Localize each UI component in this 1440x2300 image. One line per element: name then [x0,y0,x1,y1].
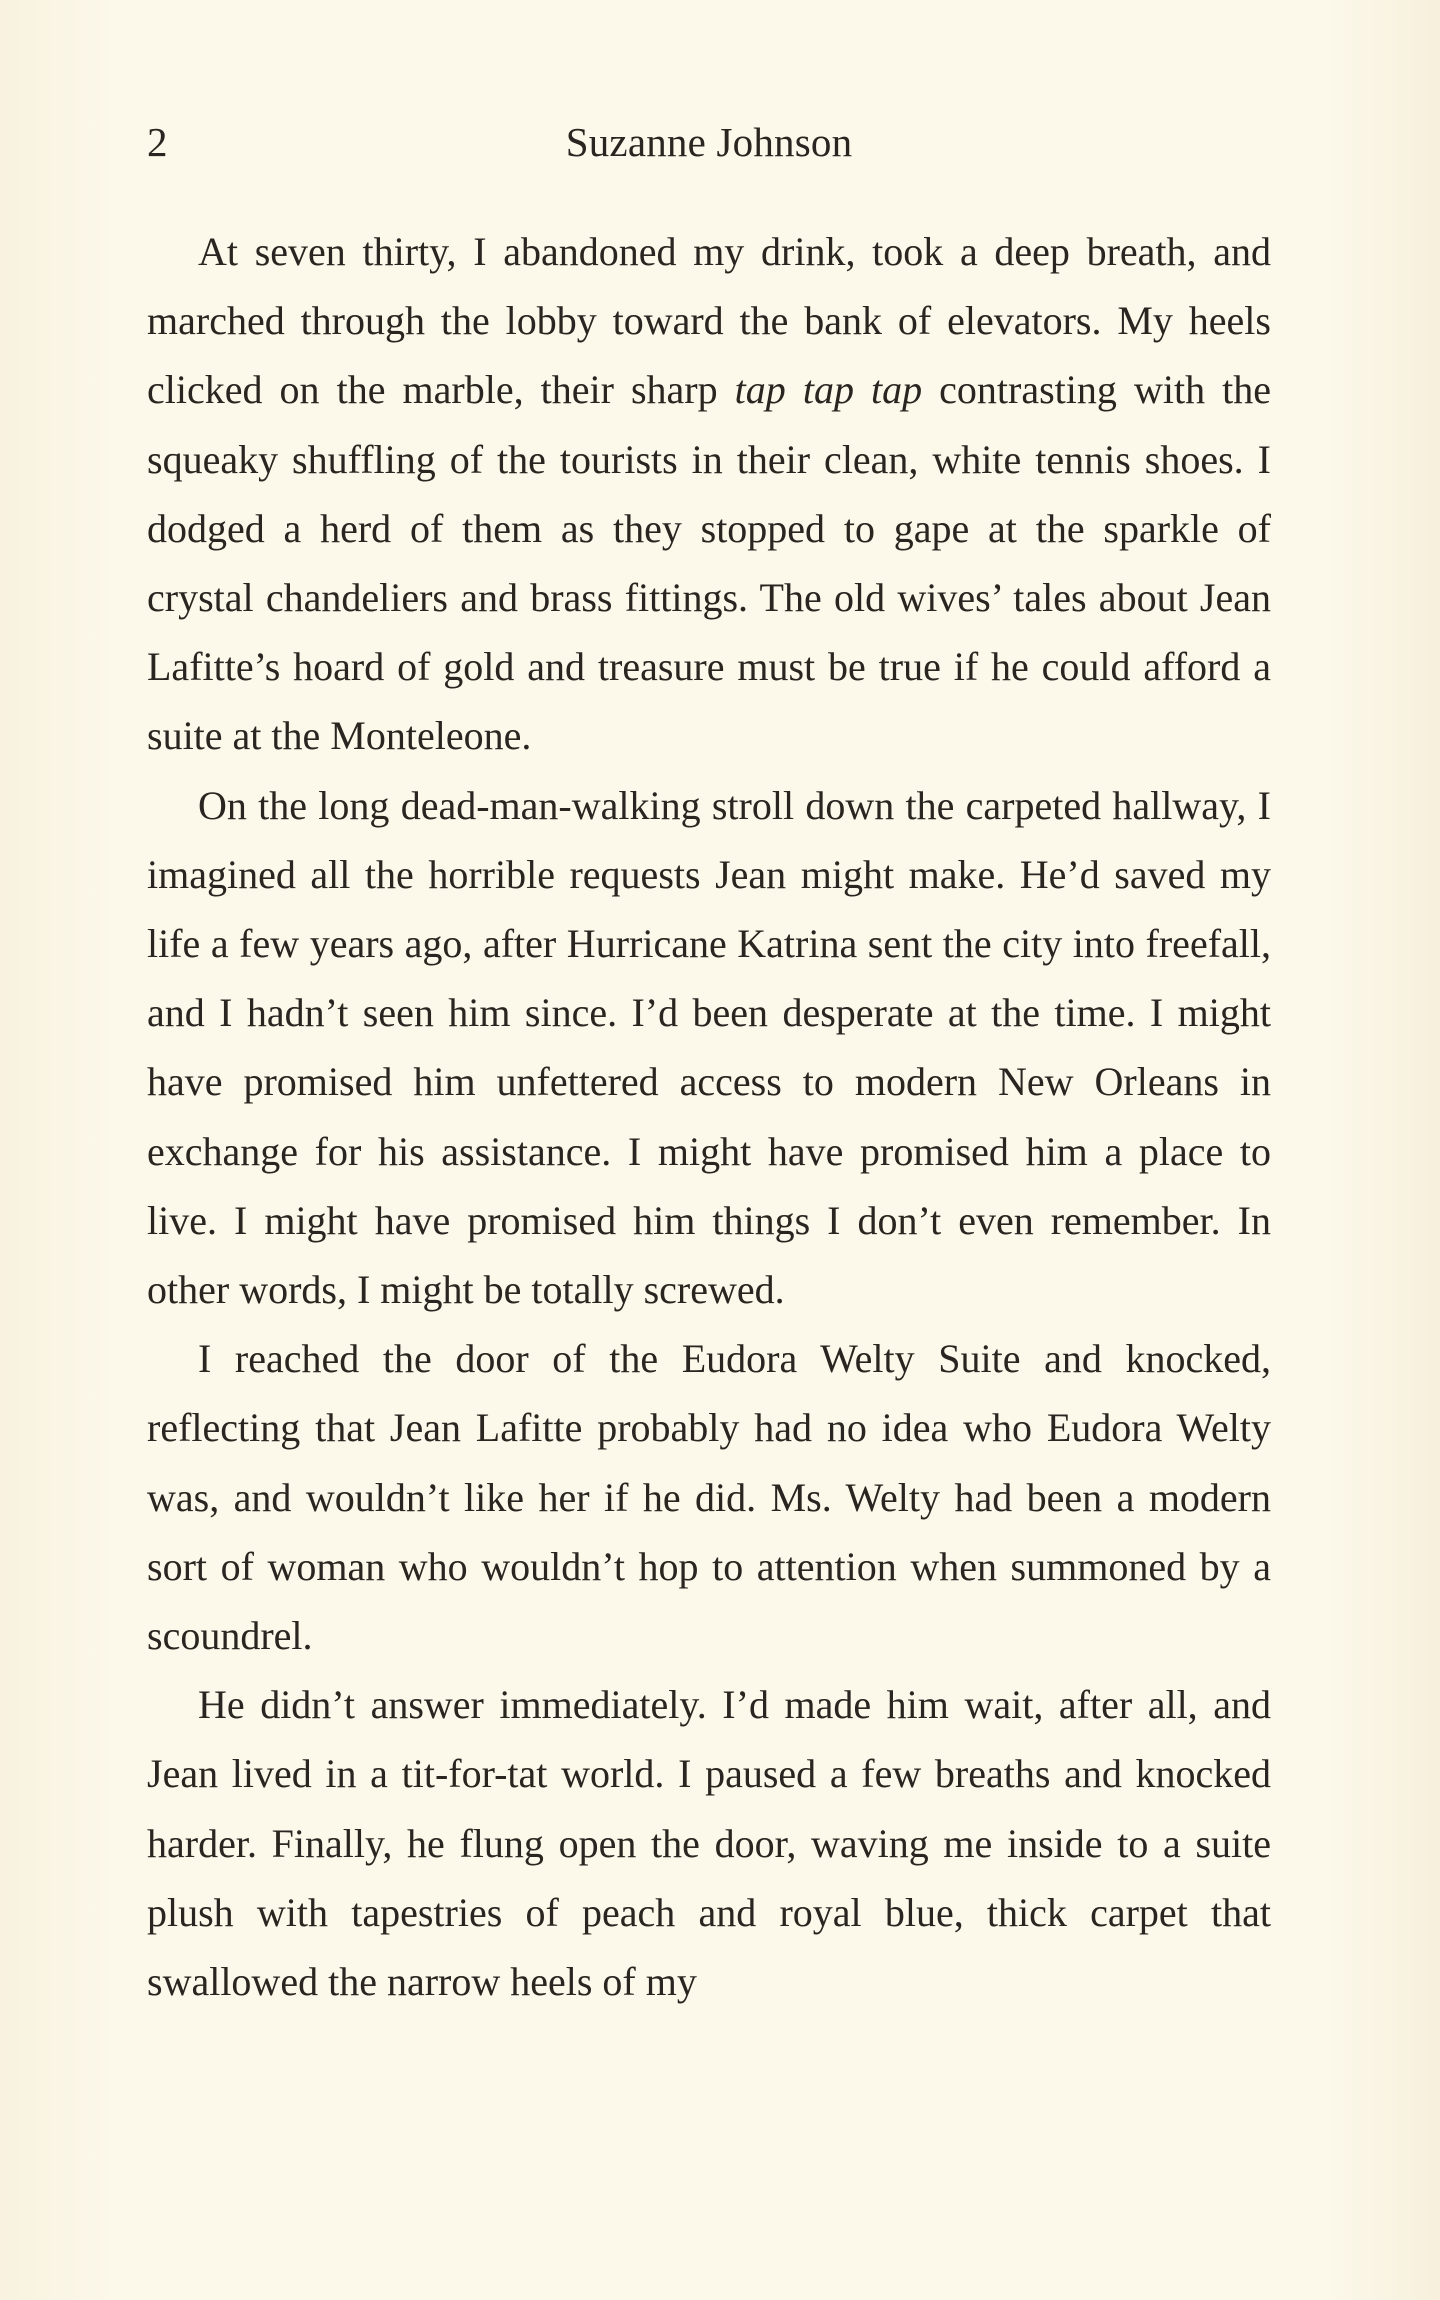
running-head: Suzanne Johnson [565,119,853,165]
paragraph-1-text-before: At seven thirty, I abandoned my drink, took a deep breath, and marched through the lobby toward the bank of elevators. My heels clicked on the marble, their sharp [147,229,1271,413]
paragraph-1-italic-phrase: tap tap tap [734,367,923,413]
page-header [147,112,1271,172]
page-number: 2 [147,119,168,165]
body-text [147,217,1271,2016]
paragraph-1 [147,217,1271,771]
paragraph-3: I reached the door of the Eudora Welty Suite and knocked, reflecting that Jean Lafitte probably had no idea who Eudora Welty was, and wouldn’t like her if he did. Ms. Welty had been a modern sort of woman who wouldn’t hop to attention when summoned by a scoundrel. [147,1336,1271,1659]
paragraph-2: On the long dead-man-walking stroll down the carpeted hallway, I imagined all the horrible requests Jean might make. He’d saved my life a few years ago, after Hurricane Katrina sent the city into freefall, and I hadn’t seen him since. I’d been desperate at the time. I might have promised him unfettered access to modern New Orleans in exchange for his assistance. I might have promised him a place to live. I might have promised him things I don’t even remember. In other words, I might be totally screwed. [147,782,1271,1313]
paragraph-1-text-after: contrasting with the squeaky shuffling of the tourists in their clean, white tennis shoes. I dodged a herd of them as they stopped to gape at the sparkle of crystal chandeliers and brass fittings. The old wives’ tales about Jean Lafitte’s hoard of gold and treasure must be true if he could afford a suite at the Monteleone. [147,367,1271,759]
paragraph-4: He didn’t answer immediately. I’d made him wait, after all, and Jean lived in a tit-for-tat world. I paused a few breaths and knocked harder. Finally, he flung open the door, waving me inside to a suite plush with tapestries of peach and royal blue, thick carpet that swallowed the narrow heels of my [147,1682,1271,2005]
